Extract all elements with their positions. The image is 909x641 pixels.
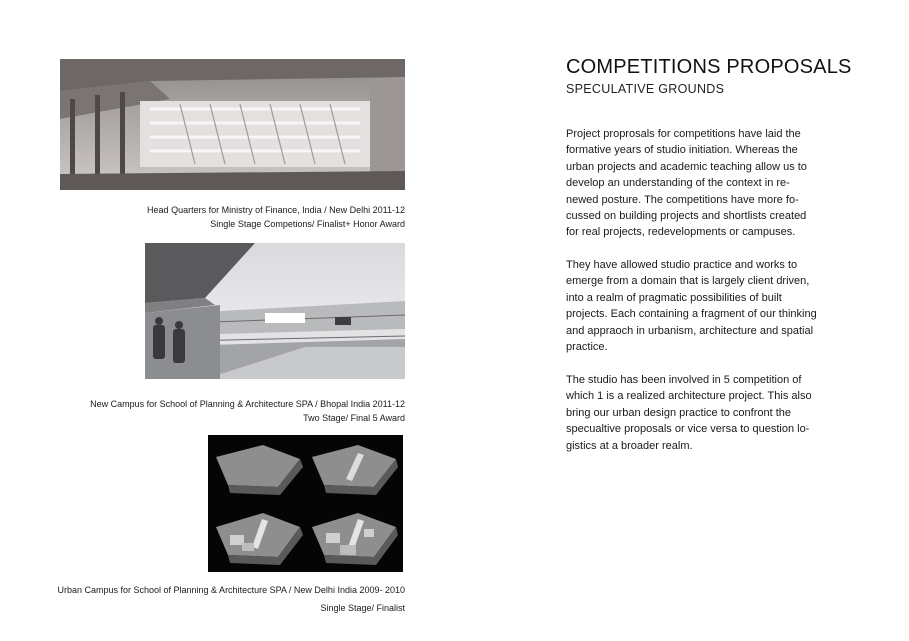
paragraph-line: gistics at a broader realm. [566, 439, 693, 452]
caption-spa-bhopal [90, 397, 405, 425]
ministry-finance-render [60, 59, 405, 190]
paragraph-line: Project proprosals for competitions have laid the [566, 128, 801, 140]
paragraph-line: The studio has been involved in 5 competition of [566, 374, 802, 386]
caption-line-title: New Campus for School of Planning & Architecture SPA / Bhopal India 2011-12 [90, 399, 405, 409]
page-subtitle: SPECULATIVE GROUNDS [566, 82, 725, 96]
paragraph-practice [566, 257, 856, 355]
paragraph-line: bring our urban design practice to confront the [566, 406, 792, 419]
paragraph-line: cussed on building projects and shortlists created [566, 210, 807, 223]
paragraph-line: emerge from a domain that is largely client driven, [566, 275, 810, 288]
page-title: COMPETITIONS PROPOSALS [566, 56, 852, 78]
paragraph-line: projects. Each containing a fragment of our thinking [566, 308, 817, 321]
caption-line-title: Urban Campus for School of Planning & Architecture SPA / New Delhi India 2009- 2010 [57, 585, 405, 595]
paragraph-line: into a realm of pragmatic possibilities of built [566, 291, 782, 304]
caption-line-award: Single Stage/ Finalist [320, 603, 405, 613]
caption-line-title: Head Quarters for Ministry of Finance, India / New Delhi 2011-12 [147, 205, 405, 215]
paragraph-line: They have allowed studio practice and works to [566, 259, 798, 271]
paragraph-line: newed posture. The competitions have more fo- [566, 193, 799, 206]
paragraph-involvement [566, 372, 856, 454]
caption-line-award: Two Stage/ Final 5 Award [303, 413, 405, 423]
caption-ministry-finance [147, 203, 405, 231]
paragraph-line: for real projects, redevelopments or campuses. [566, 226, 796, 239]
paragraph-line: practice. [566, 341, 608, 354]
spa-delhi-massing-models [208, 435, 403, 572]
paragraph-line: formative years of studio initiation. Whereas the [566, 144, 798, 157]
paragraph-intro [566, 126, 856, 241]
paragraph-line: urban projects and academic teaching allow us to [566, 160, 807, 173]
paragraph-line: which 1 is a realized architecture project. This also [566, 390, 812, 403]
spa-bhopal-render [145, 243, 405, 379]
caption-spa-delhi [57, 583, 405, 615]
caption-line-award: Single Stage Competions/ Finalist+ Honor Award [210, 219, 405, 229]
paragraph-line: develop an understanding of the context in re- [566, 177, 790, 190]
paragraph-line: specualtive proposals or vice versa to question lo- [566, 423, 810, 436]
paragraph-line: and appraoch in urbanism, architecture and spatial [566, 324, 814, 337]
